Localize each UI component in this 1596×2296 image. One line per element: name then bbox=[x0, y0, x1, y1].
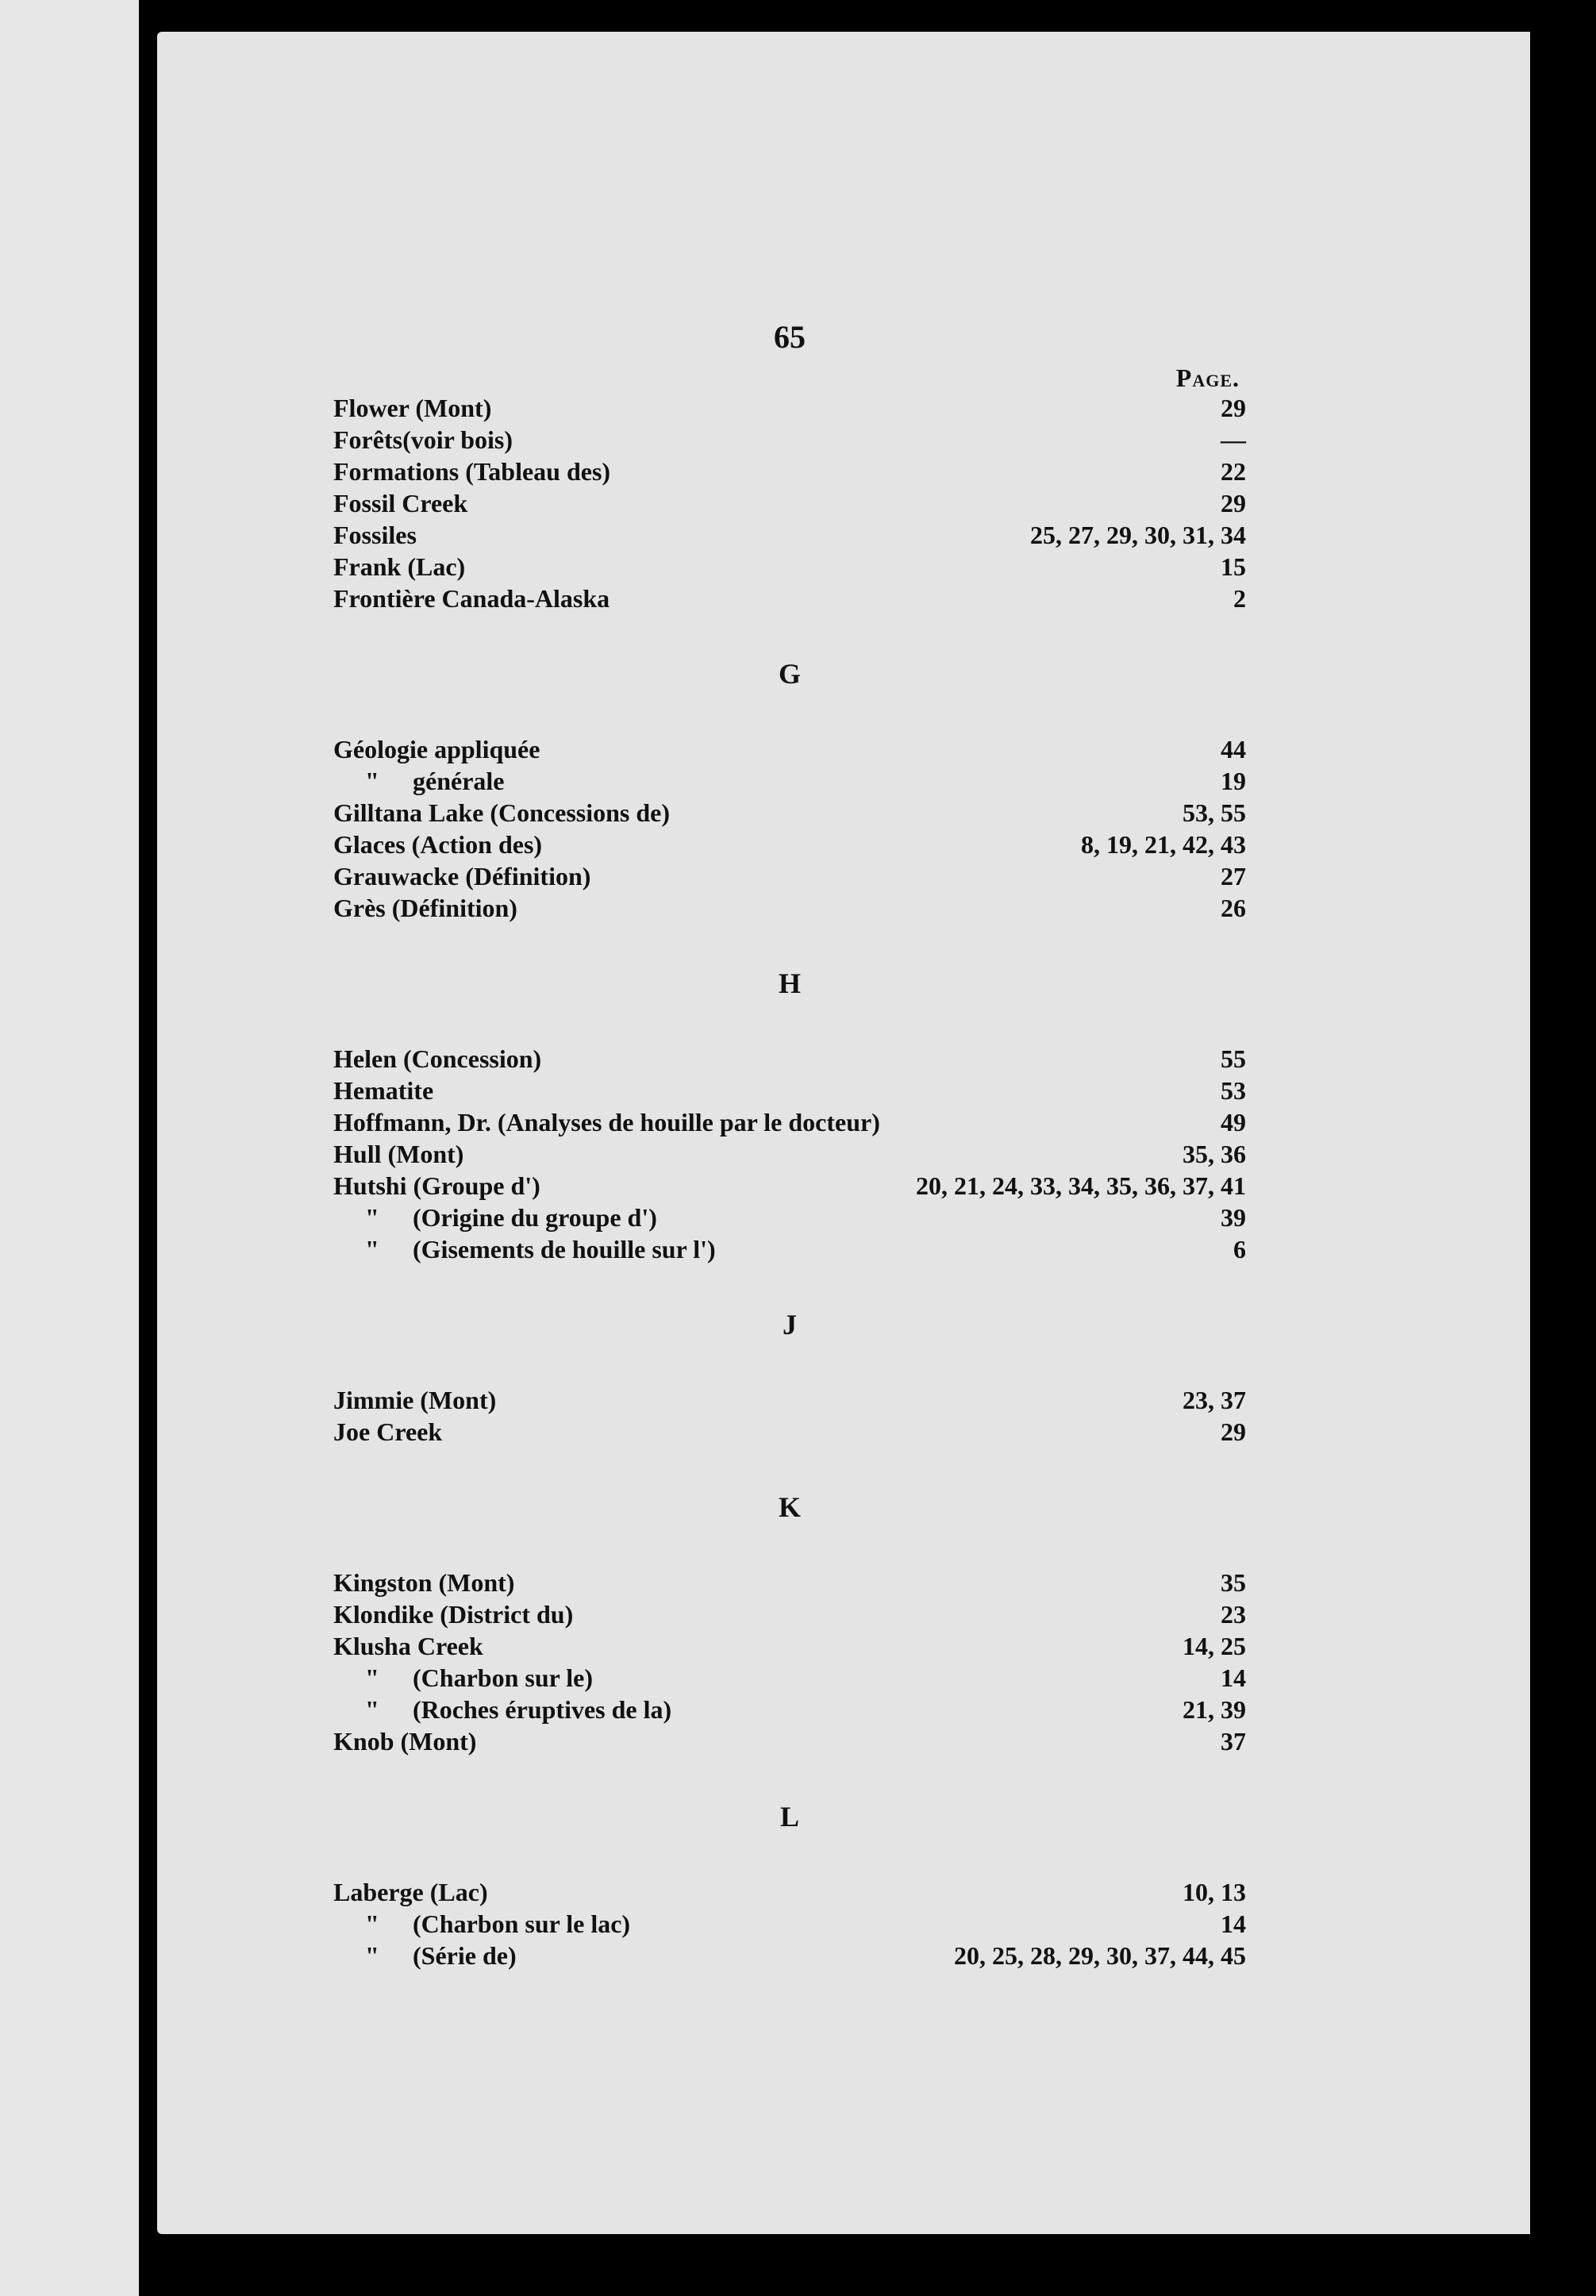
index-entry bbox=[333, 519, 1246, 551]
entry-text: Hull (Mont) bbox=[333, 1140, 464, 1168]
entry-label bbox=[333, 1598, 573, 1630]
entry-pages: 14 bbox=[1221, 1909, 1246, 1938]
index-entry bbox=[333, 765, 1246, 797]
ditto-mark: " bbox=[365, 1941, 379, 1970]
index-entry bbox=[333, 1106, 1246, 1138]
index-entry bbox=[333, 551, 1246, 583]
entry-text: (Charbon sur le lac) bbox=[413, 1909, 631, 1938]
entry-text: Frontière Canada-Alaska bbox=[333, 584, 610, 613]
entry-text: Jimmie (Mont) bbox=[333, 1386, 497, 1414]
section-letter: K bbox=[778, 1491, 801, 1523]
section-letter: G bbox=[778, 658, 801, 690]
entry-pages: 53, 55 bbox=[1183, 798, 1246, 827]
entry-label bbox=[333, 829, 542, 860]
entry-text: Glaces (Action des) bbox=[333, 830, 543, 859]
entry-label bbox=[333, 797, 670, 829]
index-entry bbox=[333, 1043, 1246, 1075]
entry-label bbox=[333, 1138, 463, 1170]
entry-label bbox=[333, 1233, 716, 1265]
entry-text: Fossiles bbox=[333, 521, 417, 549]
entry-pages: 8, 19, 21, 42, 43 bbox=[1081, 830, 1246, 859]
entry-text: Grauwacke (Définition) bbox=[333, 862, 591, 890]
index-entry bbox=[333, 892, 1246, 924]
entry-label bbox=[333, 1630, 483, 1662]
entry-pages: 21, 39 bbox=[1183, 1695, 1246, 1724]
index-entry bbox=[333, 1876, 1246, 1908]
entry-text: Gilltana Lake (Concessions de) bbox=[333, 798, 671, 827]
index-entry bbox=[333, 583, 1246, 614]
ditto-mark: " bbox=[365, 1909, 379, 1938]
index-section bbox=[333, 1265, 1246, 1448]
entry-pages: 37 bbox=[1221, 1727, 1246, 1756]
entry-text: (Roches éruptives de la) bbox=[413, 1695, 672, 1724]
index-entry bbox=[333, 1662, 1246, 1694]
entry-pages: 49 bbox=[1221, 1108, 1246, 1136]
entry-label bbox=[333, 1694, 671, 1725]
entry-text: générale bbox=[413, 767, 505, 795]
entry-pages: 20, 21, 24, 33, 34, 35, 36, 37, 41 bbox=[916, 1171, 1246, 1200]
entry-pages: 53 bbox=[1221, 1076, 1246, 1105]
entry-text: (Série de) bbox=[413, 1941, 517, 1970]
ditto-mark: " bbox=[365, 1663, 379, 1692]
index-entry bbox=[333, 1725, 1246, 1757]
entry-label bbox=[333, 733, 540, 765]
index-entry bbox=[333, 1630, 1246, 1662]
entry-label bbox=[333, 1908, 630, 1940]
index-entry bbox=[333, 487, 1246, 519]
index-entry bbox=[333, 1940, 1246, 1971]
section-letter: L bbox=[779, 1801, 799, 1833]
index-entry bbox=[333, 797, 1246, 829]
entry-pages: 35 bbox=[1221, 1568, 1246, 1597]
entry-pages: 23, 37 bbox=[1183, 1386, 1246, 1414]
entry-label bbox=[333, 1725, 476, 1757]
entry-text: Hutshi (Groupe d') bbox=[333, 1171, 540, 1200]
entry-pages: 25, 27, 29, 30, 31, 34 bbox=[1030, 521, 1246, 549]
index-entry bbox=[333, 1416, 1246, 1448]
index-section bbox=[333, 614, 1246, 924]
entry-pages: 14, 25 bbox=[1183, 1632, 1246, 1660]
index-entry bbox=[333, 733, 1246, 765]
entry-pages: 55 bbox=[1221, 1044, 1246, 1073]
ditto-mark: " bbox=[365, 1235, 379, 1263]
index-section bbox=[333, 1448, 1246, 1757]
index-entry bbox=[333, 456, 1246, 487]
entry-label bbox=[333, 551, 465, 583]
entry-label bbox=[333, 392, 491, 424]
entry-pages: 14 bbox=[1221, 1663, 1246, 1692]
entry-label bbox=[333, 860, 590, 892]
entry-label bbox=[333, 892, 517, 924]
index-entry bbox=[333, 829, 1246, 860]
entry-text: (Origine du groupe d') bbox=[413, 1203, 657, 1232]
entry-label bbox=[333, 1384, 496, 1416]
entry-pages: 27 bbox=[1221, 862, 1246, 890]
section-letter: J bbox=[783, 1309, 797, 1340]
entry-pages: 23 bbox=[1221, 1600, 1246, 1629]
entry-pages: 26 bbox=[1221, 894, 1246, 922]
entry-label bbox=[333, 424, 513, 456]
entry-label bbox=[333, 1170, 540, 1202]
entry-label bbox=[333, 456, 610, 487]
entry-label bbox=[333, 1416, 442, 1448]
entry-pages: 15 bbox=[1221, 552, 1246, 581]
entry-label bbox=[333, 1662, 593, 1694]
entry-text: Klondike (District du) bbox=[333, 1600, 574, 1629]
entry-label bbox=[333, 765, 505, 797]
index-section bbox=[333, 924, 1246, 1265]
index-section bbox=[333, 392, 1246, 614]
index-entry bbox=[333, 1075, 1246, 1106]
entry-text: Grès (Définition) bbox=[333, 894, 517, 922]
entry-pages: 19 bbox=[1221, 767, 1246, 795]
entry-label bbox=[333, 1567, 514, 1598]
entry-pages: 6 bbox=[1233, 1235, 1246, 1263]
entry-label bbox=[333, 519, 417, 551]
index-entry bbox=[333, 1233, 1246, 1265]
entry-pages: 29 bbox=[1221, 489, 1246, 517]
index-entry bbox=[333, 1567, 1246, 1598]
entry-label bbox=[333, 1075, 433, 1106]
entry-label bbox=[333, 1043, 541, 1075]
entry-text: Kingston (Mont) bbox=[333, 1568, 515, 1597]
index-section bbox=[333, 1757, 1246, 1971]
entry-pages: 2 bbox=[1233, 584, 1246, 613]
index-entry bbox=[333, 1384, 1246, 1416]
entry-label bbox=[333, 1876, 488, 1908]
entry-pages: 10, 13 bbox=[1183, 1878, 1246, 1906]
entry-pages: 39 bbox=[1221, 1203, 1246, 1232]
entry-pages: 35, 36 bbox=[1183, 1140, 1246, 1168]
index-entry bbox=[333, 1138, 1246, 1170]
section-letter: H bbox=[778, 967, 801, 999]
entry-label bbox=[333, 1202, 657, 1233]
entry-text: Flower (Mont) bbox=[333, 394, 492, 422]
index-entry bbox=[333, 1694, 1246, 1725]
entry-text: Frank (Lac) bbox=[333, 552, 466, 581]
entry-label bbox=[333, 1106, 880, 1138]
entry-text: Fossil Creek bbox=[333, 489, 468, 517]
entry-label bbox=[333, 1940, 517, 1971]
page-column-header: Page. bbox=[1175, 363, 1240, 392]
index-content bbox=[333, 317, 1246, 1971]
index-entry bbox=[333, 392, 1246, 424]
entry-text: Knob (Mont) bbox=[333, 1727, 477, 1756]
entry-text: (Charbon sur le) bbox=[413, 1663, 593, 1692]
entry-pages: 20, 25, 28, 29, 30, 37, 44, 45 bbox=[954, 1941, 1246, 1970]
index-sections bbox=[333, 392, 1246, 1971]
ditto-mark: " bbox=[365, 1203, 379, 1232]
entry-text: Géologie appliquée bbox=[333, 735, 540, 763]
page-number: 65 bbox=[774, 319, 806, 355]
index-entry bbox=[333, 1202, 1246, 1233]
entry-text: Formations (Tableau des) bbox=[333, 457, 611, 486]
entry-pages: 44 bbox=[1221, 735, 1246, 763]
entry-pages: — bbox=[1221, 425, 1246, 454]
entry-pages: 29 bbox=[1221, 1417, 1246, 1446]
entry-text: (Gisements de houille sur l') bbox=[413, 1235, 716, 1263]
entry-text: Hematite bbox=[333, 1076, 434, 1105]
entry-text: Klusha Creek bbox=[333, 1632, 483, 1660]
entry-pages: 22 bbox=[1221, 457, 1246, 486]
entry-text: Joe Creek bbox=[333, 1417, 443, 1446]
entry-pages: 29 bbox=[1221, 394, 1246, 422]
index-entry bbox=[333, 1598, 1246, 1630]
entry-text: Helen (Concession) bbox=[333, 1044, 542, 1073]
ditto-mark: " bbox=[365, 767, 379, 795]
index-entry bbox=[333, 1170, 1246, 1202]
entry-text: Forêts(voir bois) bbox=[333, 425, 513, 454]
entry-text: Hoffmann, Dr. (Analyses de houille par le docteur) bbox=[333, 1108, 880, 1136]
entry-label bbox=[333, 583, 610, 614]
index-entry bbox=[333, 1908, 1246, 1940]
left-page-edge bbox=[0, 0, 139, 2296]
index-entry bbox=[333, 424, 1246, 456]
entry-label bbox=[333, 487, 467, 519]
index-entry bbox=[333, 860, 1246, 892]
entry-text: Laberge (Lac) bbox=[333, 1878, 488, 1906]
ditto-mark: " bbox=[365, 1695, 379, 1724]
